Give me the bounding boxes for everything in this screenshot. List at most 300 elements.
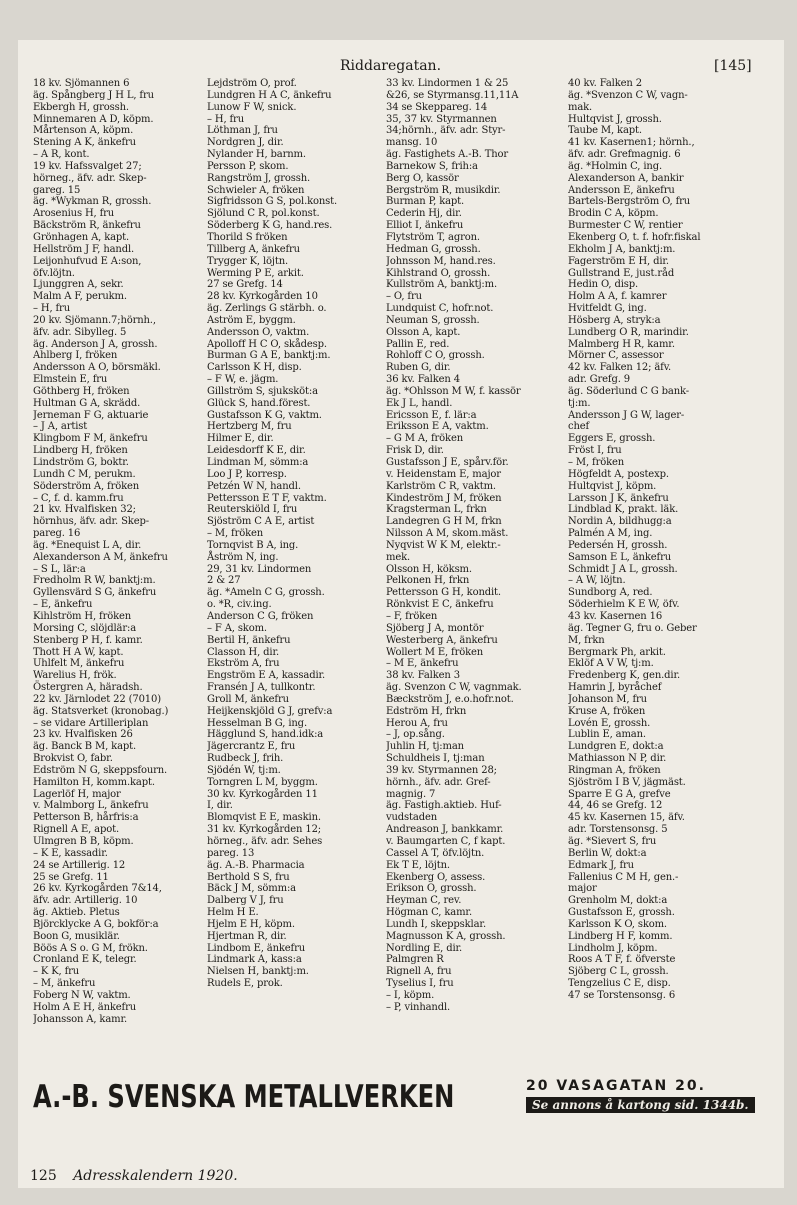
entry-line: adr. Torstensonsg. 5 [568, 824, 668, 836]
entry-line: Andersson O, vaktm. [207, 326, 310, 338]
entry-line: Lindberg H F, komm. [568, 930, 673, 942]
entry-line: Rudels E, prok. [207, 978, 283, 990]
entry-line: Tengzelius C E, disp. [568, 978, 671, 990]
entry-line: Pallin E, red. [386, 338, 450, 350]
entry-line: Grenholm M, dokt:a [568, 895, 668, 907]
entry-line: Hellström J F, handl. [33, 243, 135, 255]
entry-line: Söderberg K G, hand.res. [207, 220, 333, 232]
entry-line: Lindblad K, prakt. läk. [568, 504, 679, 516]
entry-line: Bergmark Ph, arkit. [568, 646, 666, 658]
entry-line: Lundgren H A C, änkefru [207, 89, 332, 101]
entry-line: 23 kv. Hvalfisken 26 [33, 729, 133, 741]
entry-line: 35, 37 kv. Styrmannen [386, 113, 497, 125]
entry-line: Högman C, kamr. [386, 907, 472, 919]
entry-line: Kullström A, banktj:m. [386, 279, 497, 291]
entry-line: M, frkn [568, 634, 605, 646]
entry-line: Kindeström J M, fröken [386, 492, 502, 504]
entry-line: v. Malmborg L, änkefru [33, 800, 149, 812]
entry-line: Erikson O, grossh. [386, 883, 477, 895]
entry-line: Malmberg H R, kamr. [568, 338, 675, 350]
entry-line: magnig. 7 [386, 788, 436, 800]
entry-line: Mathiasson N P, dir. [568, 753, 667, 765]
entry-line: Kihlström H, fröken [33, 610, 132, 622]
column-3 [386, 78, 584, 1014]
entry-line: äg. *Ameln C G, grossh. [207, 587, 325, 599]
entry-line: äg. *Ohlsson M W, f. kassör [386, 385, 521, 397]
entry-line: vudstaden [386, 812, 438, 824]
entry-line: 36 kv. Falken 4 [386, 374, 460, 386]
entry-line: Taube M, kapt. [568, 125, 642, 137]
entry-line: Nordin A, bildhugg:a [568, 516, 672, 528]
entry-line: Kihlstrand O, grossh. [386, 267, 491, 279]
street-heading: Riddaregatan. [340, 58, 442, 74]
entry-line: Stenberg P H, f. kamr. [33, 634, 143, 646]
entry-line: Petterson B, hårfris:a [33, 812, 139, 824]
entry-line: Gyllensvärd S G, änkefru [33, 587, 157, 599]
entry-line: Werming P E, arkit. [207, 267, 304, 279]
entry-line: Schmidt J A L, grossh. [568, 563, 678, 575]
entry-line: Burmester C W, rentier [568, 220, 683, 232]
ad-note: Se annons å kartong sid. 1344b. [526, 1097, 755, 1113]
entry-line: 45 kv. Kasernen 15, äfv. [568, 812, 685, 824]
footer [30, 1168, 238, 1184]
entry-line: Hjelm E H, köpm. [207, 918, 295, 930]
entry-line: – M E, änkefru [386, 658, 459, 670]
entry-line: Böös A S o. G M, frökn. [33, 942, 148, 954]
entry-line: – J A, artist [33, 421, 88, 433]
entry-line: äfv. adr. Sibylleg. 5 [33, 326, 127, 338]
entry-line: Classon H, dir. [207, 646, 280, 658]
entry-line: – I, köpm. [386, 989, 435, 1001]
column-4 [568, 78, 780, 1002]
entry-line: Gillström S, sjuksköt:a [207, 385, 318, 397]
entry-line: Söderström A, fröken [33, 480, 140, 492]
entry-line: Nylander H, barnm. [207, 149, 306, 161]
entry-line: Sigfridsson G S, pol.konst. [207, 196, 338, 208]
entry-line: Elmstein E, fru [33, 374, 108, 386]
entry-line: Larsson J K, änkefru [568, 492, 669, 504]
entry-line: Fransén J A, tullkontr. [207, 682, 316, 694]
entry-line: Högfeldt A, postexp. [568, 468, 669, 480]
entry-line: Åström N, ing. [207, 551, 279, 563]
entry-line: Sjödén W, tj:m. [207, 764, 281, 776]
entry-line: chef [568, 421, 590, 433]
entry-line: Heijkenskjöld G J, grefv:a [207, 705, 333, 717]
entry-line: 39 kv. Styrmannen 28; [386, 764, 497, 776]
entry-line: hörneg., äfv. adr. Skep- [33, 172, 147, 184]
entry-line: – A W, löjtn. [568, 575, 626, 587]
entry-line: Lunow F W, snick. [207, 101, 297, 113]
entry-line: Pelkonen H, frkn [386, 575, 470, 587]
column-2 [207, 78, 405, 990]
entry-line: äfv. adr. Artillerig. 10 [33, 895, 138, 907]
entry-line: v. Baumgarten C, f kapt. [386, 836, 506, 847]
entry-line: v. Heidenstam E, major [386, 468, 501, 480]
entry-line: öfv.löjtn. [33, 267, 75, 279]
entry-line: Fredholm R W, banktj:m. [33, 575, 156, 587]
column-1 [33, 78, 231, 1026]
entry-line: Pettersson G H, kondit. [386, 587, 501, 599]
entry-line: Stening A K, änkefru [33, 137, 136, 149]
entry-line: Engström E A, kassadir. [207, 670, 326, 682]
entry-line: Ulmgren B B, köpm. [33, 836, 134, 847]
entry-line: Boon G, musiklär. [33, 930, 120, 942]
entry-line: 44, 46 se Grefg. 12 [568, 800, 663, 812]
entry-line: Thorild S fröken [207, 231, 288, 243]
entry-line: Foberg N W, vaktm. [33, 989, 131, 1001]
entry-line: Hösberg A, stryk:a [568, 314, 661, 326]
entry-line: Schwieler A, fröken [207, 184, 305, 196]
entry-line: – K K, fru [33, 966, 80, 978]
entry-line: Berlin W, dokt:a [568, 847, 647, 859]
entry-line: Hultqvist J, grossh. [568, 113, 662, 125]
entry-line: Andersson E, änkefru [568, 184, 675, 196]
entry-line: Glück S, hand.förest. [207, 397, 311, 409]
entry-line: Göthberg H, fröken [33, 385, 130, 397]
entry-line: Söderhielm K E W, öfv. [568, 599, 680, 611]
entry-line: äg. *Sievert S, fru [568, 836, 657, 847]
entry-line: Rignell A E, apot. [33, 824, 120, 836]
entry-line: 31 kv. Kyrkogården 12; [207, 824, 321, 836]
entry-line: Rönkvist E C, änkefru [386, 599, 494, 611]
entry-line: &26, se Styrmansg.11,11A [386, 89, 519, 101]
entry-line: Lindbom E, änkefru [207, 942, 306, 954]
entry-line: 34 se Skeppareg. 14 [386, 101, 488, 113]
entry-line: Lindman M, sömm:a [207, 457, 309, 468]
entry-line: Mårtenson A, köpm. [33, 125, 134, 137]
entry-line: Nielsen H, banktj:m. [207, 966, 309, 978]
entry-line: Rohloff C O, grossh. [386, 350, 485, 362]
entry-line: Ringman A, fröken [568, 764, 661, 776]
entry-line: Kruse A, fröken [568, 705, 646, 717]
entry-line: Warelius H, frök. [33, 670, 117, 682]
entry-line: Rudbeck J, frih. [207, 753, 284, 765]
entry-line: äg. Svenzon C W, vagnmak. [386, 682, 522, 694]
entry-line: Ek T E, löjtn. [386, 859, 450, 871]
entry-line: Tillberg A, änkefru [207, 243, 300, 255]
entry-line: – M, fröken [207, 528, 264, 540]
entry-line: pareg. 16 [33, 528, 81, 540]
entry-line: – S L, lär:a [33, 563, 86, 575]
entry-line: äg. Tegner G, fru o. Geber [568, 622, 697, 634]
entry-line: – J, op.sång. [386, 729, 445, 741]
entry-line: 18 kv. Sjömannen 6 [33, 78, 130, 89]
entry-line: Lindberg H, fröken [33, 445, 128, 457]
entry-line: Eriksson E A, vaktm. [386, 421, 489, 433]
entry-line: Cronland E K, telegr. [33, 954, 137, 966]
entry-line: – M, änkefru [33, 978, 96, 990]
entry-line: Hultqvist J, köpm. [568, 480, 657, 492]
entry-line: Reuterskiöld I, fru [207, 504, 298, 516]
entry-line: Palmén A M, ing. [568, 528, 653, 540]
entry-line: Hamilton H, komm.kapt. [33, 776, 155, 788]
entry-line: Andersson A O, börsmäkl. [33, 362, 161, 374]
entry-line: Johanson M, fru [568, 693, 647, 705]
entry-line: – G M A, fröken [386, 433, 464, 445]
entry-line: Burman P, kapt. [386, 196, 465, 208]
entry-line: Gustafsson K G, vaktm. [207, 409, 322, 421]
entry-line: Rangström J, grossh. [207, 172, 311, 184]
entry-line: hörnh., äfv. adr. Gref- [386, 776, 491, 788]
entry-line: Lundquist C, hofr.not. [386, 303, 494, 315]
entry-line: Helm H E. [207, 907, 259, 919]
entry-line: Östergren A, häradsh. [33, 682, 143, 694]
entry-line: Brodin C A, köpm. [568, 208, 659, 220]
entry-line: Sundborg A, red. [568, 587, 653, 599]
entry-line: 40 kv. Falken 2 [568, 78, 642, 89]
entry-line: Samson E L, änkefru [568, 551, 671, 563]
entry-line: Ericsson E, f. lär:a [386, 409, 477, 421]
entry-line: Sjöström C A E, artist [207, 516, 315, 528]
entry-line: tj:m. [568, 397, 591, 409]
entry-line: mansg. 10 [386, 137, 438, 149]
entry-line: pareg. 13 [207, 847, 255, 859]
entry-line: Rignell A, fru [386, 966, 452, 978]
entry-line: – K E, kassadir. [33, 847, 108, 859]
entry-line: mak. [568, 101, 593, 113]
entry-line: Schuldheis I, tj:man [386, 753, 485, 765]
entry-line: Morsing C, slöjdlär:a [33, 622, 137, 634]
entry-line: Arosenius H, fru [33, 208, 115, 220]
entry-line: Ekenberg O, t. f. hofr.fiskal [568, 231, 701, 243]
entry-line: Edström N G, skeppsfourn. [33, 764, 168, 776]
entry-line: Ekholm J A, banktj:m. [568, 243, 676, 255]
entry-line: Gullstrand E, just.råd [568, 267, 675, 279]
entry-line: Hägglund S, hand.idk:a [207, 729, 324, 741]
ad-address: 20 VASAGATAN 20. [526, 1078, 706, 1094]
page-number-header: [145] [714, 58, 752, 74]
footer-title: Adresskalendern 1920. [73, 1168, 238, 1184]
entry-line: Edström H, frkn [386, 705, 467, 717]
entry-line: Nilsson A M, skom.mäst. [386, 528, 509, 540]
entry-line: Lindström G, boktr. [33, 457, 129, 468]
entry-line: Hilmer E, dir. [207, 433, 274, 445]
entry-line: Nyqvist W K M, elektr.- [386, 539, 501, 551]
entry-line: Gustafsson E, grossh. [568, 907, 675, 919]
entry-line: Roos A T F, f. öfverste [568, 954, 676, 966]
entry-line: 34;hörnh., äfv. adr. Styr- [386, 125, 506, 137]
entry-line: Frisk D, dir. [386, 445, 444, 457]
entry-line: Dalberg V J, fru [207, 895, 284, 907]
entry-line: Hultman G A, skrädd. [33, 397, 141, 409]
entry-line: 24 se Artillerig. 12 [33, 859, 126, 871]
entry-line: Heyman C, rev. [386, 895, 462, 907]
entry-line: Alexanderson A M, änkefru [33, 551, 168, 563]
entry-line: – A R, kont. [33, 149, 90, 161]
entry-line: äg. Fastigh.aktieb. Huf- [386, 800, 502, 812]
entry-line: – O, fru [386, 291, 422, 303]
entry-line: Fallenius C M H, gen.- [568, 871, 679, 883]
entry-line: 26 kv. Kyrkogården 7&14, [33, 883, 162, 895]
entry-line: – H, fru [207, 113, 244, 125]
entry-line: Karlsson K O, skom. [568, 918, 667, 930]
entry-line: Groll M, änkefru [207, 693, 289, 705]
entry-line: 47 se Torstensonsg. 6 [568, 989, 676, 1001]
entry-line: Fredenberg K, gen.dir. [568, 670, 681, 682]
entry-line: Uhlfelt M, änkefru [33, 658, 125, 670]
entry-line: Petzén W N, handl. [207, 480, 301, 492]
entry-line: äg. Banck B M, kapt. [33, 741, 137, 753]
entry-line: Juhlin H, tj:man [386, 741, 464, 753]
entry-line: äg. *Holmin C, ing. [568, 160, 662, 172]
entry-line: Bæckström J, e.o.hofr.not. [386, 693, 514, 705]
entry-line: Fröst I, fru [568, 445, 622, 457]
entry-line: Bertil H, änkefru [207, 634, 291, 646]
entry-line: Leijonhufvud E A:son, [33, 255, 142, 267]
ad-company-name: A.-B. SVENSKA METALLVERKEN [33, 1079, 455, 1115]
entry-line: Jerneman F G, aktuarie [33, 409, 149, 421]
entry-line: Trygger K, löjtn. [207, 255, 289, 267]
entry-line: 43 kv. Kasernen 16 [568, 610, 663, 622]
entry-line: äg. *Wykman R, grossh. [33, 196, 152, 208]
entry-line: äg. Anderson J A, grossh. [33, 338, 158, 350]
entry-line: 27 se Grefg. 14 [207, 279, 283, 291]
entry-line: Björcklycke A G, bokför:a [33, 918, 159, 930]
entry-line: Ek J L, handl. [386, 397, 453, 409]
entry-line: 33 kv. Lindormen 1 & 25 [386, 78, 509, 89]
entry-line: Lundgren E, dokt:a [568, 741, 664, 753]
entry-line: Kragsterman L, frkn [386, 504, 487, 516]
entry-line: Pettersson E T F, vaktm. [207, 492, 327, 504]
entry-line: Bäckström R, änkefru [33, 220, 141, 232]
entry-line: Anderson C G, fröken [207, 610, 314, 622]
entry-line: – F A, skom. [207, 622, 267, 634]
entry-line: Alexanderson A, bankir [568, 172, 684, 184]
entry-line: Herou A, fru [386, 717, 448, 729]
entry-line: Neuman S, grossh. [386, 314, 480, 326]
entry-line: Sjöberg C L, grossh. [568, 966, 669, 978]
entry-line: Lejdström O, prof. [207, 78, 297, 89]
entry-line: Berg O, kassör [386, 172, 459, 184]
entry-line: Olsson H, köksm. [386, 563, 472, 575]
entry-line: Holm A A, f. kamrer [568, 291, 667, 303]
entry-line: Westerberg A, änkefru [386, 634, 498, 646]
entry-line: Ahlberg I, fröken [33, 350, 118, 362]
entry-line: Hvitfeldt G, ing. [568, 303, 647, 315]
advertisement [28, 1075, 780, 1119]
entry-line: Burman G A E, banktj:m. [207, 350, 331, 362]
entry-line: äg. A.-B. Pharmacia [207, 859, 305, 871]
entry-line: Lindholm J, köpm. [568, 942, 658, 954]
entry-line: Ekenberg O, assess. [386, 871, 486, 883]
entry-line: Hedman G, grossh. [386, 243, 481, 255]
entry-line: 25 se Grefg. 11 [33, 871, 109, 883]
entry-line: 19 kv. Hafssvalget 27; [33, 160, 142, 172]
entry-line: Ruben G, dir. [386, 362, 451, 374]
entry-line: Hjertman R, dir. [207, 930, 287, 942]
entry-line: – C, f. d. kamm.fru [33, 492, 124, 504]
entry-line: Andersson J G W, lager- [568, 409, 685, 421]
entry-line: 22 kv. Järnlodet 22 (7010) [33, 693, 161, 705]
entry-line: – M, fröken [568, 457, 625, 468]
entry-line: Grönhagen A, kapt. [33, 231, 130, 243]
entry-line: äg. Zerlings G stärbh. o. [207, 303, 327, 315]
entry-line: äg. Söderlund C G bank- [568, 385, 689, 397]
entry-line: Lundh I, skeppsklar. [386, 918, 486, 930]
entry-line: Ekström A, fru [207, 658, 280, 670]
ad-right-block [526, 1078, 776, 1113]
entry-line: Bergström R, musikdir. [386, 184, 501, 196]
entry-line: Tornqvist B A, ing. [207, 539, 299, 551]
entry-line: hörneg., äfv. adr. Sehes [207, 836, 323, 847]
entry-line: Loo J P, korresp. [207, 468, 287, 480]
entry-line: major [568, 883, 597, 895]
entry-line: – E, änkefru [33, 599, 93, 611]
entry-line: Torngren L M, byggm. [207, 776, 318, 788]
entry-line: Malm A F, perukm. [33, 291, 127, 303]
entry-line: Olsson A, kapt. [386, 326, 461, 338]
entry-line: Lundh C M, perukm. [33, 468, 136, 480]
entry-line: Fagerström E H, dir. [568, 255, 669, 267]
entry-line: Persson P, skom. [207, 160, 289, 172]
entry-line: Lindmark A, kass:a [207, 954, 302, 966]
entry-line: 20 kv. Sjömann.7;hörnh., [33, 314, 156, 326]
entry-line: I, dir. [207, 800, 233, 812]
entry-line: Klingbom F M, änkefru [33, 433, 148, 445]
entry-line: gareg. 15 [33, 184, 81, 196]
entry-line: Palmgren R [386, 954, 444, 966]
entry-line: 29, 31 kv. Lindormen [207, 563, 312, 575]
entry-line: Ljunggren A, sekr. [33, 279, 124, 291]
entry-line: Lovén E, grossh. [568, 717, 651, 729]
entry-line: Magnusson K A, grossh. [386, 930, 506, 942]
entry-line: äg. Aktieb. Pletus [33, 907, 120, 919]
entry-line: mek. [386, 551, 411, 563]
entry-line: Minnemaren A D, köpm. [33, 113, 154, 125]
entry-line: Blomqvist E E, maskin. [207, 812, 321, 824]
entry-line: 42 kv. Falken 12; äfv. [568, 362, 672, 374]
entry-line: Edmark J, fru [568, 859, 634, 871]
entry-line: Barnekow S, frih:a [386, 160, 478, 172]
entry-line: Jägercrantz E, fru [207, 741, 296, 753]
footer-page-number: 125 [30, 1168, 57, 1184]
entry-line: – P, vinhandl. [386, 1001, 451, 1013]
entry-line: Cassel A T, öfv.löjtn. [386, 847, 485, 859]
entry-line: Nordling E, dir. [386, 942, 463, 954]
entry-line: Sjöström I B V, jägmäst. [568, 776, 686, 788]
entry-line: Eggers E, grossh. [568, 433, 656, 445]
entry-line: o. *R, civ.ing. [207, 599, 272, 611]
entry-line: Pedersén H, grossh. [568, 539, 668, 551]
entry-line: Hedin O, disp. [568, 279, 639, 291]
entry-line: 38 kv. Falken 3 [386, 670, 460, 682]
entry-line: Hesselman B G, ing. [207, 717, 307, 729]
entry-line: Apolloff H C O, skådesp. [207, 338, 327, 350]
entry-line: 41 kv. Kasernen1; hörnh., [568, 137, 695, 149]
entry-line: Sparre E G A, grefve [568, 788, 671, 800]
entry-line: Gustafsson J E, spårv.för. [386, 457, 509, 468]
entry-line: Brokvist O, fabr. [33, 753, 113, 765]
entry-line: – se vidare Artilleriplan [33, 717, 149, 729]
entry-line: äfv. adr. Grefmagnig. 6 [568, 149, 681, 161]
entry-line: Carlsson K H, disp. [207, 362, 302, 374]
entry-line: Cederin Hj, dir. [386, 208, 462, 220]
entry-line: Nordgren J, dir. [207, 137, 284, 149]
entry-line: Flytström T, agron. [386, 231, 480, 243]
entry-line: Landegren G H M, frkn [386, 516, 502, 528]
entry-line: 21 kv. Hvalfisken 32; [33, 504, 136, 516]
entry-line: Bartels-Bergström O, fru [568, 196, 691, 208]
entry-line: Aström E, byggm. [207, 314, 296, 326]
entry-line: – H, fru [33, 303, 70, 315]
entry-line: äg. *Enequist L A, dir. [33, 539, 142, 551]
entry-line: 2 & 27 [207, 575, 241, 587]
entry-line: Elliot I, änkefru [386, 220, 464, 232]
entry-line: adr. Grefg. 9 [568, 374, 630, 386]
entry-line: Hertzberg M, fru [207, 421, 292, 433]
entry-line: Ekbergh H, grossh. [33, 101, 129, 113]
entry-line: äg. Statsverket (kronobag.) [33, 705, 169, 717]
